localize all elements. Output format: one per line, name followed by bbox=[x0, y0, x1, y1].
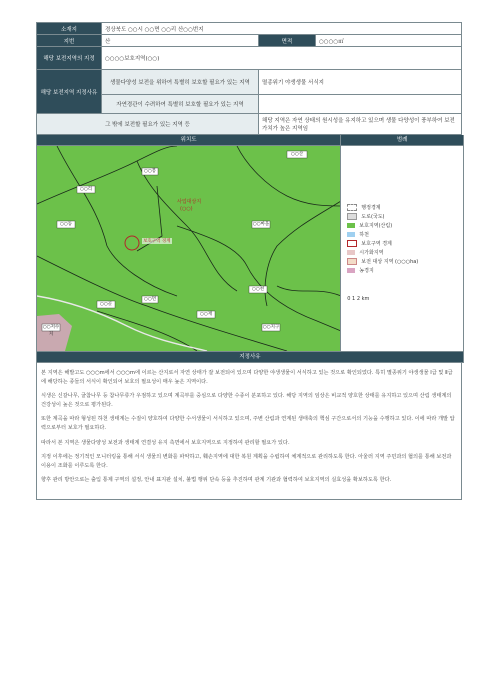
legend-label: 보전 대상 지역 (○○○ha) bbox=[361, 259, 419, 265]
legend-label: 도로(국도) bbox=[361, 214, 385, 220]
map-label: ○○천 bbox=[251, 287, 265, 292]
description-block bbox=[36, 363, 462, 500]
legend-label: 시가화지역 bbox=[359, 250, 384, 256]
legend-label: 농경지 bbox=[359, 268, 374, 274]
site-label: 사업대상지 bbox=[177, 199, 202, 205]
reason-sub2-label: 자연경관이 수려하여 특별히 보호할 필요가 있는 지역 bbox=[102, 95, 259, 114]
map-label: ○○리 bbox=[79, 187, 93, 192]
legend-swatch bbox=[347, 250, 355, 255]
map-label: ○○마을 bbox=[252, 222, 270, 227]
legend-item bbox=[347, 267, 374, 274]
legend-swatch bbox=[347, 258, 357, 265]
target-label: 보호구역 경계 bbox=[143, 239, 171, 244]
map-label: ○○산 bbox=[290, 152, 304, 157]
paragraph: 식생은 신갈나무, 굴참나무 등 참나무류가 우점하고 있으며 계곡부를 중심으로 다양한 수종이 분포하고 있다. 해당 지역의 임상은 비교적 양호한 상태를 유지하고 있으며 산림 생태계의 건강성이 높은 것으로 평가된다. bbox=[41, 393, 452, 408]
desc-header: 지정사유 bbox=[37, 352, 463, 362]
legend-swatch bbox=[347, 232, 355, 237]
scale-bar: 0 1 2 km bbox=[347, 296, 370, 302]
map-header-right: 범례 bbox=[340, 135, 463, 145]
paragraph: 지정 이후에는 정기적인 모니터링을 통해 서식 생물의 변화를 파악하고, 훼손지역에 대한 복원 계획을 수립하여 체계적으로 관리하도록 한다. 아울러 지역 주민과의 협의를 통해 보전과 이용이 조화를 이루도록 한다. bbox=[41, 454, 452, 469]
map-lines bbox=[37, 146, 340, 351]
map-label: ○○골 bbox=[99, 302, 113, 307]
area-label: 면적 bbox=[259, 35, 316, 47]
legend-swatch bbox=[347, 268, 355, 273]
map-label: ○○동 bbox=[59, 222, 73, 227]
legend-item bbox=[347, 213, 384, 220]
legend-item bbox=[347, 258, 418, 265]
legend-swatch bbox=[347, 213, 357, 220]
legend-swatch bbox=[347, 204, 357, 211]
legend-item bbox=[347, 231, 369, 238]
legend-label: 보호지역(산림) bbox=[359, 223, 393, 229]
urban-area bbox=[37, 314, 72, 351]
map-label: ○○면 bbox=[143, 297, 157, 302]
map-header-left: 위치도 bbox=[37, 135, 340, 145]
legend-item bbox=[347, 204, 380, 211]
reason-sub2-value bbox=[259, 95, 462, 114]
legend-item bbox=[347, 240, 392, 247]
legend-label: 보호구역 경계 bbox=[361, 241, 392, 247]
legend-label: 하천 bbox=[359, 232, 369, 238]
map-header-bar bbox=[36, 135, 464, 146]
desc-header-bar bbox=[36, 352, 464, 363]
map-label: ○○저수지 bbox=[42, 325, 60, 337]
lot-label: 지번 bbox=[37, 35, 102, 47]
map-line bbox=[265, 201, 340, 306]
location-map bbox=[37, 146, 340, 351]
lot-value: 산 bbox=[102, 35, 259, 47]
map-line bbox=[277, 286, 340, 296]
paragraph: 향후 관리 방안으로는 출입 통제 구역의 설정, 안내 표지판 설치, 불법 행위 단속 등을 추진하며 관계 기관과 협력하여 보호지역의 실효성을 확보하도록 한다. bbox=[41, 477, 392, 484]
reason-sub1-value: 멸종위기 야생생물 서식지 bbox=[259, 70, 462, 95]
map-line bbox=[137, 161, 237, 291]
reason-sub1-label: 생물다양성 보전을 위하여 특별히 보호할 필요가 있는 지역 bbox=[102, 70, 259, 95]
map-label: ○○지구 bbox=[262, 325, 280, 330]
paragraph: 본 지역은 해발고도 ○○○m에서 ○○○m에 이르는 산지로서 자연 상태가 잘 보전되어 있으며 다양한 야생생물이 서식하고 있는 것으로 확인되었다. 특히 멸종위기 야생생물 Ⅰ급 및 Ⅱ급에 해당하는 종들의 서식이 확인되어 보호의 필요성이 매우 높은 지역이다. bbox=[41, 370, 453, 385]
area-value: ○○○○㎡ bbox=[316, 35, 462, 47]
other-label: 그 밖에 보전할 필요가 있는 지역 등 bbox=[37, 114, 259, 135]
map-label: ○○재 bbox=[199, 312, 213, 317]
site-label-sub: (○○) bbox=[180, 206, 193, 212]
legend-swatch bbox=[347, 223, 355, 228]
location-label: 소재지 bbox=[37, 23, 102, 35]
map-label: ○○봉 bbox=[143, 169, 157, 174]
info-table bbox=[36, 22, 462, 135]
legend-swatch bbox=[347, 240, 357, 247]
map-section bbox=[36, 146, 464, 352]
location-value: 경상북도 ○○시 ○○면 ○○리 산○○번지 bbox=[102, 23, 462, 35]
site-marker bbox=[125, 236, 139, 250]
legend-item bbox=[347, 222, 392, 229]
paragraph: 또한 계곡을 따라 형성된 하천 생태계는 수질이 양호하여 다양한 수서생물이 서식하고 있으며, 주변 산림과 연계된 생태축의 핵심 구간으로서의 기능을 수행하고 있다. 이에 따라 개발 압력으로부터 보호가 필요하다. bbox=[41, 416, 455, 431]
map-legend bbox=[340, 146, 463, 351]
legend-item bbox=[347, 249, 383, 256]
designation-value: ○○○○보호지역(○○) bbox=[102, 47, 462, 70]
legend-label: 행정경계 bbox=[361, 205, 381, 211]
paragraph: 따라서 본 지역은 생물다양성 보전과 생태계 연결성 유지 측면에서 보호지역으로 지정하여 관리할 필요가 있다. bbox=[41, 439, 290, 446]
reason-label: 해당 보전지역 지정사유 bbox=[37, 70, 102, 114]
designation-label: 해당 보전지역의 지정 bbox=[37, 47, 102, 70]
other-value: 해당 지역은 자연 상태의 원시성을 유지하고 있으며 생물 다양성이 풍부하여 보전 가치가 높은 지역임 bbox=[259, 114, 462, 135]
document-page bbox=[36, 22, 462, 500]
